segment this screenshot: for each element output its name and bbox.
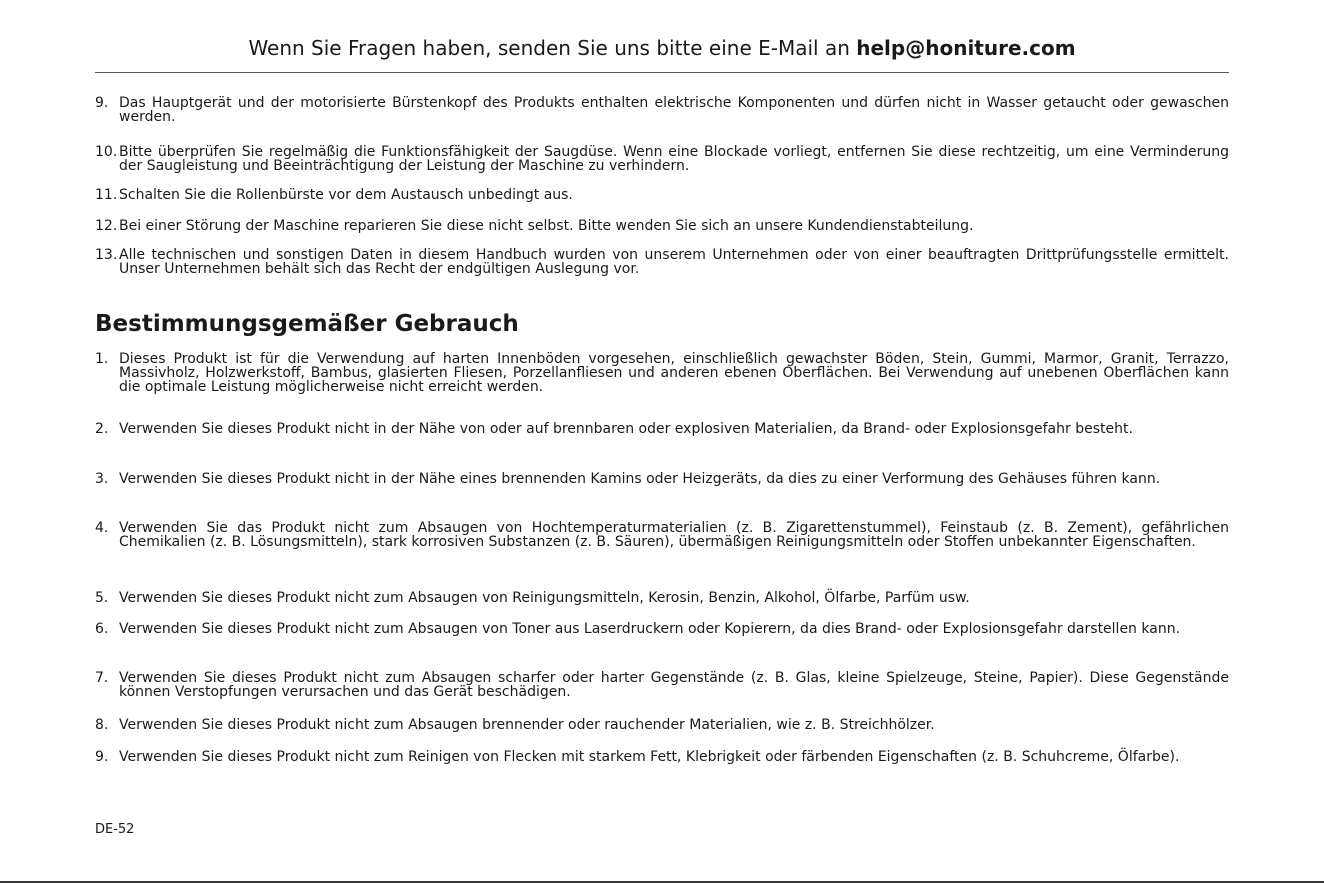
list-item bbox=[95, 521, 1229, 549]
list-item bbox=[95, 671, 1229, 699]
list-item bbox=[95, 188, 1229, 202]
item-text: Verwenden Sie dieses Produkt nicht zum Absaugen scharfer oder harter Gegenstände (z. B. Glas, kleine Spielzeuge, Steine, Papier). Diese Gegenstände können Verstopfungen verursachen und das Gerät beschädigen. bbox=[119, 670, 1229, 700]
item-text: Alle technischen und sonstigen Daten in diesem Handbuch wurden von unserem Unternehmen oder von einer beauftragten Drittprüfungsstelle ermittelt. Unser Unternehmen behält sich das Recht der endgültigen Auslegung vor. bbox=[119, 247, 1229, 277]
item-number: 11. bbox=[95, 187, 118, 203]
item-number: 1. bbox=[95, 351, 109, 367]
header-divider bbox=[95, 72, 1229, 73]
item-number: 13. bbox=[95, 247, 118, 263]
item-number: 12. bbox=[95, 218, 118, 234]
list-item bbox=[95, 750, 1229, 764]
item-number: 4. bbox=[95, 520, 109, 536]
list-item bbox=[95, 96, 1229, 124]
list-item bbox=[95, 145, 1229, 173]
item-number: 9. bbox=[95, 749, 109, 765]
item-text: Bitte überprüfen Sie regelmäßig die Funktionsfähigkeit der Saugdüse. Wenn eine Blockade vorliegt, entfernen Sie diese rechtzeitig, um eine Verminderung der Saugleistung und Beeinträchtigung der Leistung der Maschine zu verhindern. bbox=[119, 144, 1229, 174]
list-item bbox=[95, 718, 1229, 732]
item-number: 10. bbox=[95, 144, 118, 160]
item-number: 6. bbox=[95, 621, 109, 637]
list-item bbox=[95, 422, 1229, 436]
item-number: 8. bbox=[95, 717, 109, 733]
item-number: 7. bbox=[95, 670, 109, 686]
list-item bbox=[95, 219, 1229, 233]
item-text: Dieses Produkt ist für die Verwendung auf harten Innenböden vorgesehen, einschließlich gewachster Böden, Stein, Gummi, Marmor, Granit, Terrazzo, Massivholz, Holzwerkstoff, Bambus, glasierten Fliesen, Porzellanfliesen und anderen ebenen Oberflächen. Bei Verwendung auf unebenen Oberflächen kann die optimale Leistung möglicherweise nicht erreicht werden. bbox=[119, 351, 1229, 395]
item-text: Verwenden Sie dieses Produkt nicht zum Reinigen von Flecken mit starkem Fett, Klebrigkeit oder färbenden Eigenschaften (z. B. Schuhcreme, Ölfarbe). bbox=[119, 749, 1180, 765]
item-number: 2. bbox=[95, 421, 109, 437]
list-item bbox=[95, 248, 1229, 276]
item-text: Verwenden Sie dieses Produkt nicht zum Absaugen brennender oder rauchender Materialien, wie z. B. Streichhölzer. bbox=[119, 717, 935, 733]
list-item bbox=[95, 352, 1229, 394]
list-item bbox=[95, 472, 1229, 486]
support-email: help@honiture.com bbox=[856, 36, 1076, 60]
item-text: Bei einer Störung der Maschine reparieren Sie diese nicht selbst. Bitte wenden Sie sich an unsere Kundendienstabteilung. bbox=[119, 218, 974, 234]
list-item bbox=[95, 622, 1229, 636]
item-text: Verwenden Sie dieses Produkt nicht in der Nähe von oder auf brennbaren oder explosiven Materialien, da Brand- oder Explosionsgefahr besteht. bbox=[119, 421, 1133, 437]
item-number: 9. bbox=[95, 95, 109, 111]
item-text: Verwenden Sie dieses Produkt nicht zum Absaugen von Reinigungsmitteln, Kerosin, Benzin, Alkohol, Ölfarbe, Parfüm usw. bbox=[119, 590, 970, 606]
item-text: Verwenden Sie dieses Produkt nicht in der Nähe eines brennenden Kamins oder Heizgeräts, da dies zu einer Verformung des Gehäuses führen kann. bbox=[119, 471, 1161, 487]
list-item bbox=[95, 591, 1229, 605]
item-text: Verwenden Sie das Produkt nicht zum Absaugen von Hochtemperaturmaterialien (z. B. Zigarettenstummel), Feinstaub (z. B. Zement), gefährlichen Chemikalien (z. B. Lösungsmitteln), stark korrosiven Substanzen (z. B. Säuren), übermäßigen Reinigungsmitteln oder Stoffen unbekannter Eigenschaften. bbox=[119, 520, 1229, 550]
item-text: Das Hauptgerät und der motorisierte Bürstenkopf des Produkts enthalten elektrische Komponenten und dürfen nicht in Wasser getaucht oder gewaschen werden. bbox=[119, 95, 1229, 125]
item-number: 3. bbox=[95, 471, 109, 487]
header-text: Wenn Sie Fragen haben, senden Sie uns bitte eine E-Mail an bbox=[248, 36, 857, 60]
section-title: Bestimmungsgemäßer Gebrauch bbox=[95, 311, 519, 337]
page-header bbox=[95, 33, 1229, 63]
item-text: Schalten Sie die Rollenbürste vor dem Austausch unbedingt aus. bbox=[119, 187, 573, 203]
item-text: Verwenden Sie dieses Produkt nicht zum Absaugen von Toner aus Laserdruckern oder Kopierern, da dies Brand- oder Explosionsgefahr darstellen kann. bbox=[119, 621, 1181, 637]
page-number: DE-52 bbox=[95, 822, 135, 837]
item-number: 5. bbox=[95, 590, 109, 606]
